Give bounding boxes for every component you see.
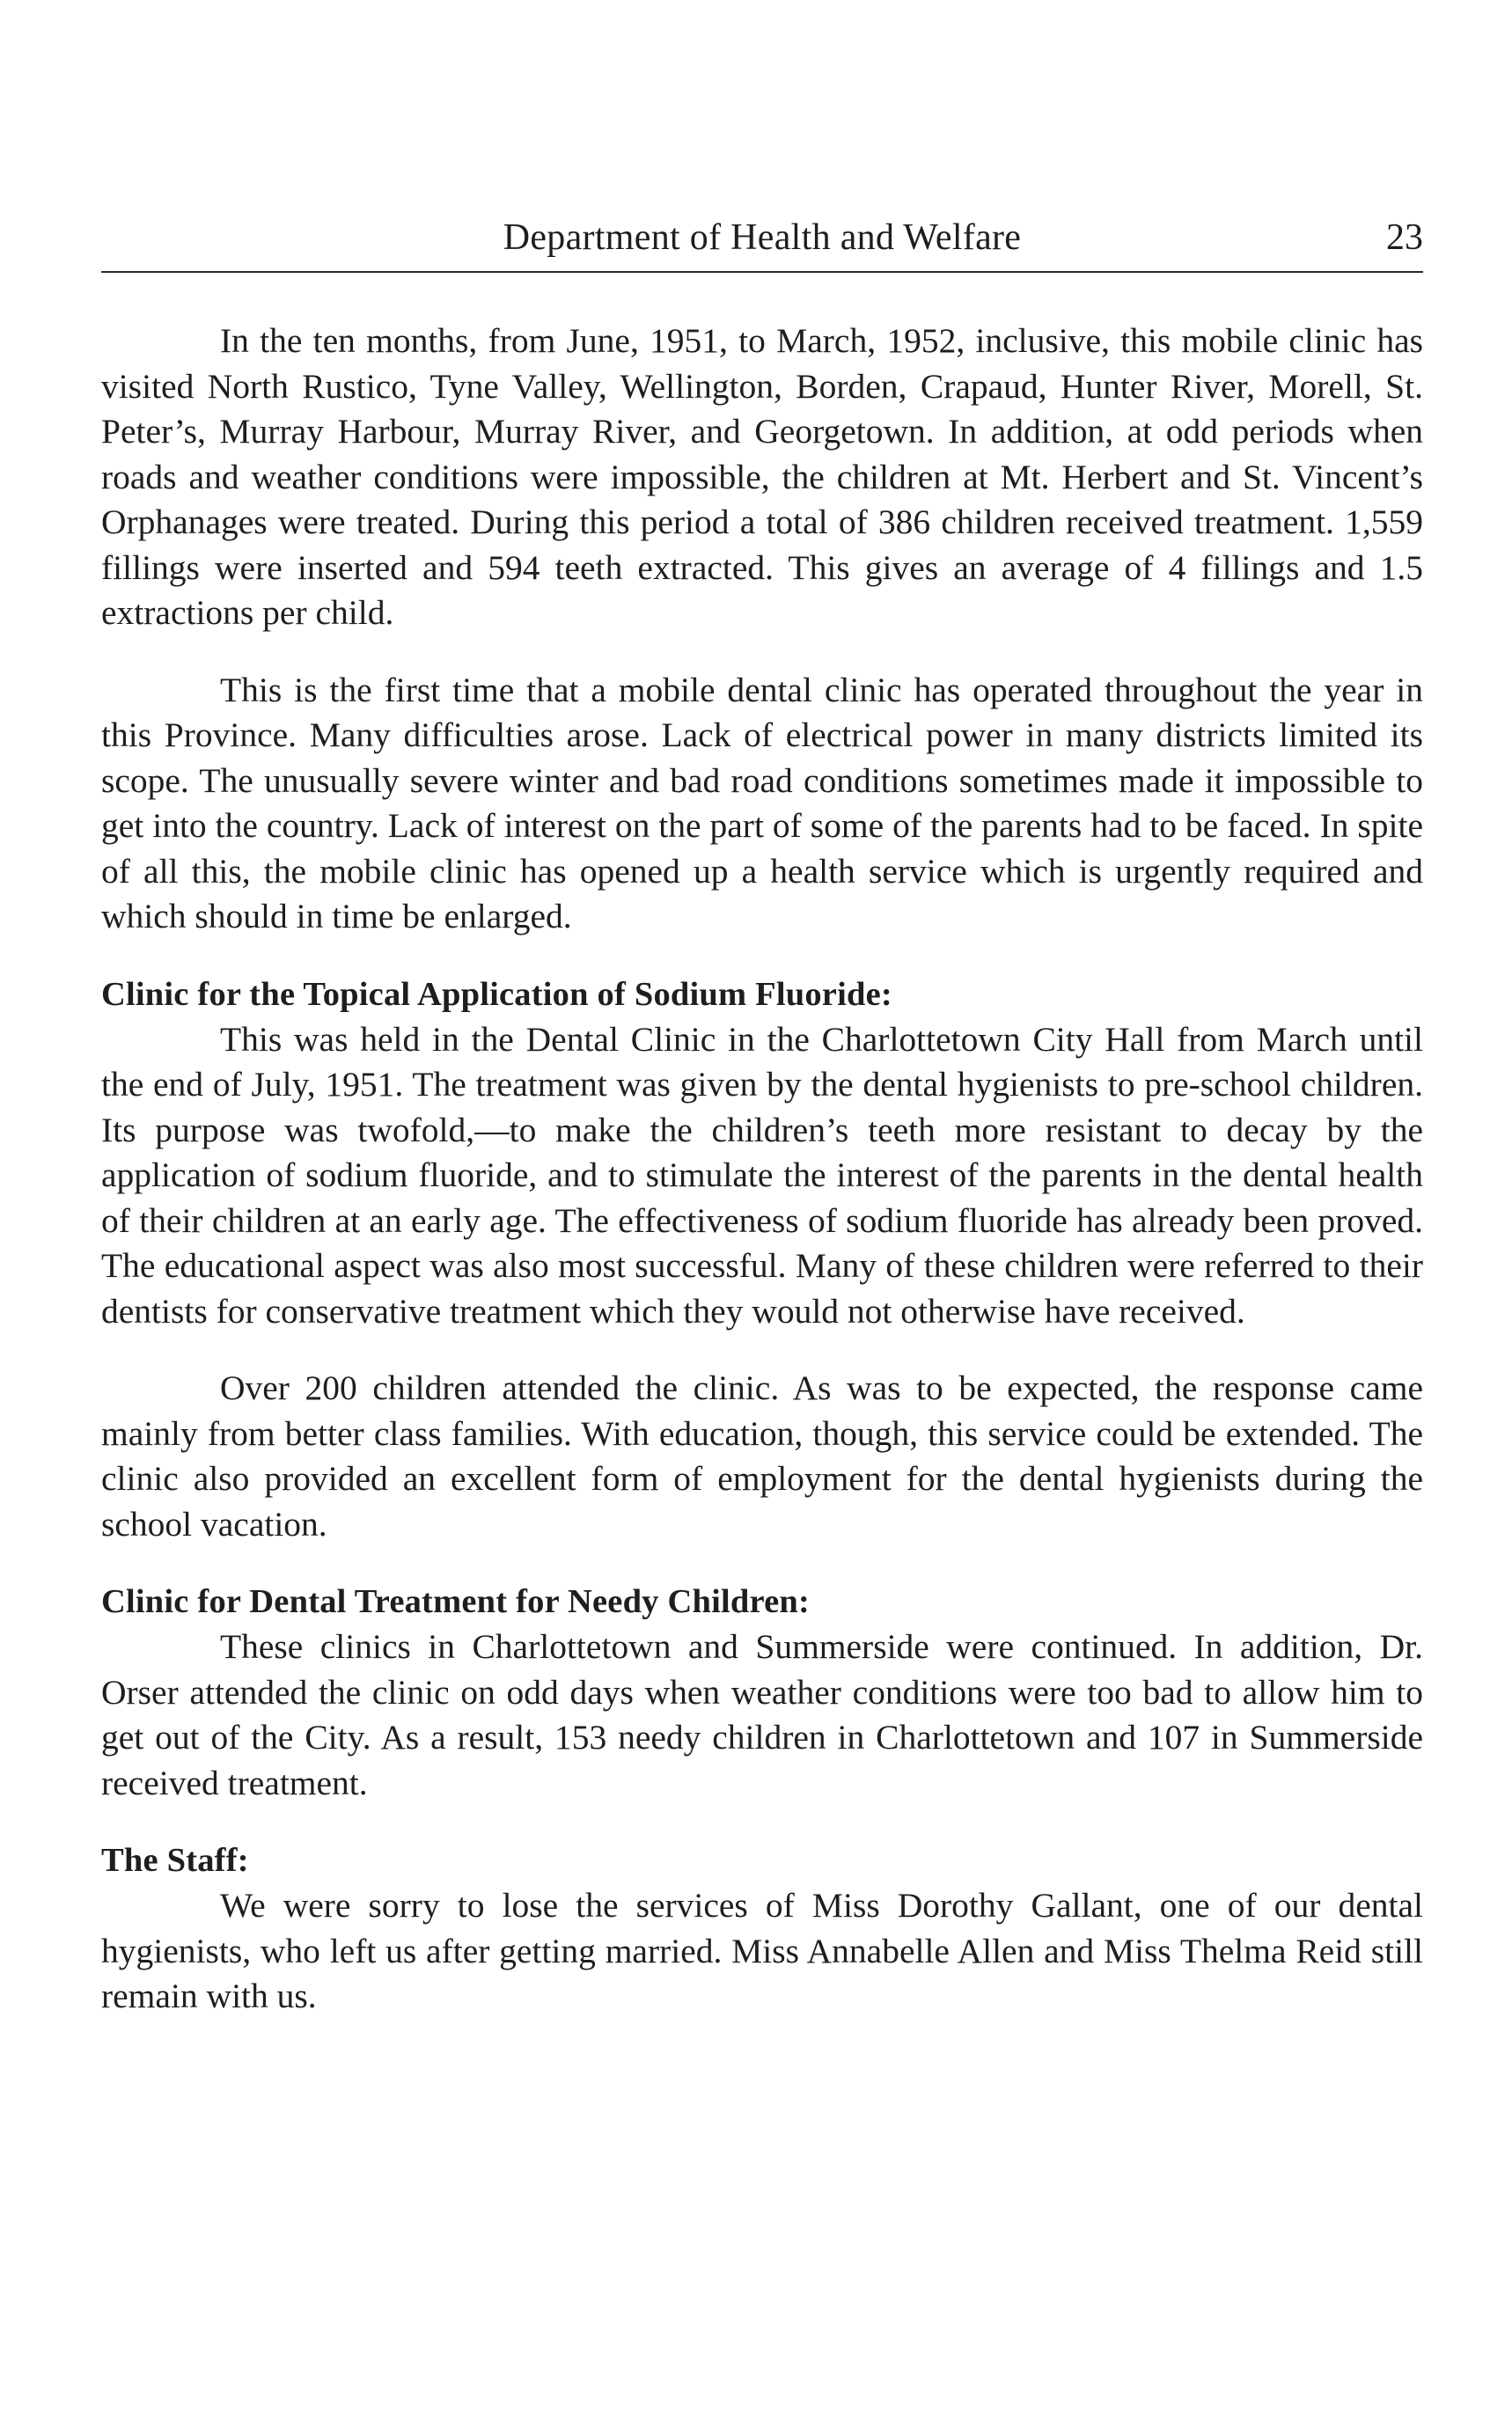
running-title: Department of Health and Welfare (503, 217, 1022, 258)
header-rule (101, 271, 1423, 273)
paragraph-fluoride-attendance: Over 200 children attended the clinic. As was to be expected, the response came mainly from better class families. With education, though, this service could be extended. The clinic also provided an excellent form of employment for the dental hygienists during the school vacation. (101, 1368, 1423, 1544)
paragraph-fluoride-clinic: This was held in the Dental Clinic in the Charlottetown City Hall from March until the end of July, 1951. The treatment was given by the dental hygienists to pre-school children. Its purpose was twofold,—to make the children’s teeth more resistant to decay by the application of sodium fluoride, and to stimulate the interest of the parents in the dental health of their children at an early age. The effectiveness of sodium fluoride has already been proved. The educational aspect was also most successful. Many of these children were referred to their dentists for conservative treatment which they would not otherwise have received. (101, 1019, 1423, 1331)
section-heading-needy-children: Clinic for Dental Treatment for Needy Children: (101, 1583, 810, 1620)
paragraph-mobile-clinic-visits: In the ten months, from June, 1951, to March, 1952, inclusive, this mobile clinic has visited North Rustico, Tyne Valley, Wellington, Borden, Crapaud, Hunter River, Morell, St. Peter’s, Murray Harbour, Murray River, and Georgetown. In addition, at odd periods when roads and weather conditions were impossible, the children at Mt. Herbert and St. Vincent’s Orphanages were treated. During this period a total of 386 children received treatment. 1,559 fillings were inserted and 594 teeth extracted. This gives an average of 4 fillings and 1.5 extractions per child. (101, 321, 1423, 632)
running-header (101, 211, 1423, 264)
page-number: 23 (1386, 217, 1423, 258)
section-heading-sodium-fluoride: Clinic for the Topical Application of Sodium Fluoride: (101, 975, 892, 1013)
paragraph-first-mobile-clinic: This is the first time that a mobile dental clinic has operated throughout the year in this Province. Many difficulties arose. Lack of electrical power in many districts limited its scope. The unusually severe winter and bad road conditions sometimes made it impossible to get into the country. Lack of interest on the part of some of the parents had to be faced. In spite of all this, the mobile clinic has opened up a health service which is urgently required and which should in time be enlarged. (101, 670, 1423, 935)
body-text (101, 319, 1423, 2051)
section-heading-staff: The Staff: (101, 1842, 249, 1879)
section-staff (101, 1838, 1423, 2020)
document-page (101, 0, 1423, 2428)
section-sodium-fluoride (101, 972, 1423, 1548)
paragraph-needy-children: These clinics in Charlottetown and Summerside were continued. In addition, Dr. Orser attended the clinic on odd days when weather conditions were too bad to allow him to get out of the City. As a result, 153 needy children in Charlottetown and 107 in Summerside received treatment. (101, 1627, 1423, 1802)
paragraph-staff: We were sorry to lose the services of Miss Dorothy Gallant, one of our dental hygienists, who left us after getting married. Miss Annabelle Allen and Miss Thelma Reid still remain with us. (101, 1886, 1423, 2015)
section-needy-children (101, 1579, 1423, 1806)
